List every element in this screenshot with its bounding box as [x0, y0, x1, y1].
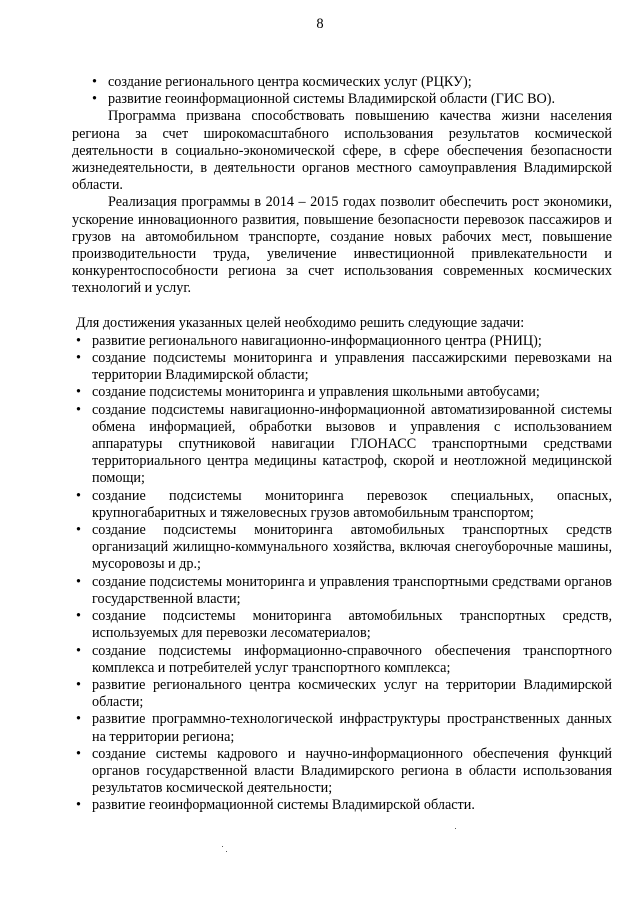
- list-item: • создание регионального центра космических услуг (РЦКУ);: [72, 74, 612, 91]
- page-number: 8: [316, 16, 324, 32]
- paragraph: Реализация программы в 2014 – 2015 годах позволит обеспечить рост экономики, ускорение инновационного развития, повышение безопасности перевозок пассажиров и грузов на автомобильном транспорте, создание новых рабочих мест, повышение производительности труда, увеличение инвестиционной привлекательности и конкурентоспособности региона за счет использования современных космических технологий и услуг.: [72, 194, 612, 297]
- list-item: • создание подсистемы мониторинга автомобильных транспортных средств организаций жилищно-коммунального хозяйства, включая снегоуборочные машины, мусоровозы и др.;: [72, 522, 612, 574]
- list-item: • создание подсистемы мониторинга и управления пассажирскими перевозками на территории Владимирской области;: [72, 350, 612, 384]
- list-item: • создание подсистемы мониторинга автомобильных транспортных средств, используемых для перевозки лесоматериалов;: [72, 608, 612, 642]
- page-content: [72, 74, 612, 815]
- list-item: • создание системы кадрового и научно-информационного обеспечения функций органов государственной власти Владимирского региона в области использования результатов космической деятельности;: [72, 746, 612, 798]
- scan-speck: [455, 828, 456, 829]
- top-bullet-list: [72, 74, 612, 108]
- tasks-intro: Для достижения указанных целей необходимо решить следующие задачи:: [76, 314, 525, 331]
- list-item: • создание подсистемы мониторинга и управления транспортными средствами органов государственной власти;: [72, 574, 612, 608]
- list-item: • развитие регионального центра космических услуг на территории Владимирской области;: [72, 677, 612, 711]
- list-item: • создание подсистемы мониторинга и управления школьными автобусами;: [72, 384, 612, 401]
- list-item: • развитие регионального навигационно-информационного центра (РНИЦ);: [72, 333, 612, 350]
- list-item: • создание подсистемы информационно-справочного обеспечения транспортного комплекса и потребителей услуг транспортного комплекса;: [72, 643, 612, 677]
- scan-speck: [226, 851, 227, 852]
- list-item: • развитие геоинформационной системы Владимирской области.: [72, 797, 612, 814]
- list-item: • развитие программно-технологической инфраструктуры пространственных данных на территории региона;: [72, 711, 612, 745]
- paragraph: Программа призвана способствовать повышению качества жизни населения региона за счет широкомасштабного использования результатов космической деятельности в социально-экономической сфере, в сфере обеспечения безопасности жизнедеятельности, в деятельности органов местного самоуправления Владимирской области.: [72, 108, 612, 194]
- list-item: • развитие геоинформационной системы Владимирской области (ГИС ВО).: [72, 91, 612, 108]
- list-item: • создание подсистемы мониторинга перевозок специальных, опасных, крупногабаритных и тяжеловесных грузов автомобильным транспортом;: [72, 488, 612, 522]
- tasks-list: [72, 333, 612, 815]
- list-item: • создание подсистемы навигационно-информационной автоматизированной системы обмена информацией, обработки вызовов и управления с использованием аппаратуры спутниковой навигации ГЛОНАСС транспортными средствами территориального центра медицины катастроф, скорой и неотложной медицинской помощи;: [72, 402, 612, 488]
- scan-speck: [222, 846, 223, 847]
